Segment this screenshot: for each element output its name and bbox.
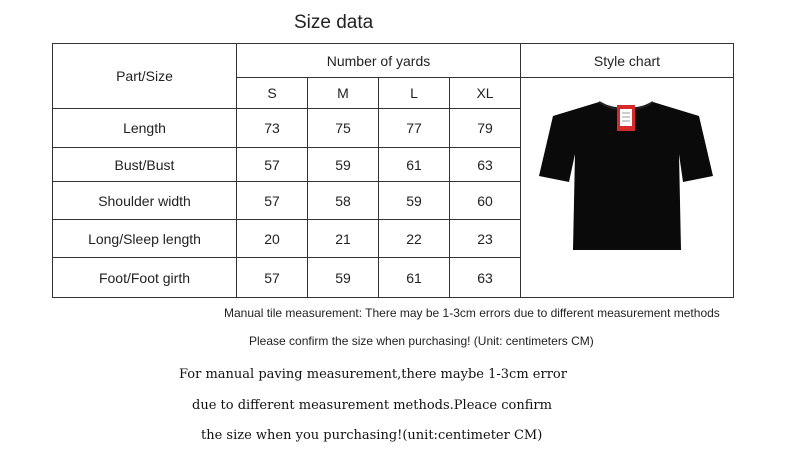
row-label-shoulder: Shoulder width [53,182,237,220]
cell-value: 57 [237,258,308,298]
row-label-bust: Bust/Bust [53,148,237,182]
cell-value: 79 [450,109,521,148]
cell-value: 57 [237,148,308,182]
cell-value: 21 [308,220,379,258]
size-header-s: S [237,78,308,109]
cell-value: 60 [450,182,521,220]
cell-value: 73 [237,109,308,148]
footer-line-1: For manual paving measurement,there maybe 1-3cm error [179,367,567,382]
cell-value: 59 [308,258,379,298]
cell-value: 75 [308,109,379,148]
unit-note: Please confirm the size when purchasing! (Unit: centimeters CM) [249,334,594,348]
cell-value: 57 [237,182,308,220]
row-label-length: Length [53,109,237,148]
cell-value: 61 [379,148,450,182]
size-header-xl: XL [450,78,521,109]
row-label-sleeve: Long/Sleep length [53,220,237,258]
part-size-header: Part/Size [53,44,237,109]
cell-value: 63 [450,148,521,182]
style-chart-header: Style chart [521,44,734,78]
cell-value: 20 [237,220,308,258]
row-label-foot: Foot/Foot girth [53,258,237,298]
cell-value: 59 [308,148,379,182]
footer-line-2: due to different measurement methods.Pleace confirm [192,398,552,413]
measurement-note: Manual tile measurement: There may be 1-3cm errors due to different measurement methods [224,306,720,320]
size-table [52,43,734,298]
cell-value: 77 [379,109,450,148]
footer-line-3: the size when you purchasing!(unit:centimeter CM) [201,428,543,443]
page-title: Size data [294,12,374,33]
cell-value: 23 [450,220,521,258]
cell-value: 61 [379,258,450,298]
size-header-m: M [308,78,379,109]
size-header-l: L [379,78,450,109]
tshirt-image [531,92,721,252]
yards-header: Number of yards [237,44,521,78]
cell-value: 59 [379,182,450,220]
cell-value: 63 [450,258,521,298]
cell-value: 22 [379,220,450,258]
cell-value: 58 [308,182,379,220]
style-chart-cell [521,78,734,298]
